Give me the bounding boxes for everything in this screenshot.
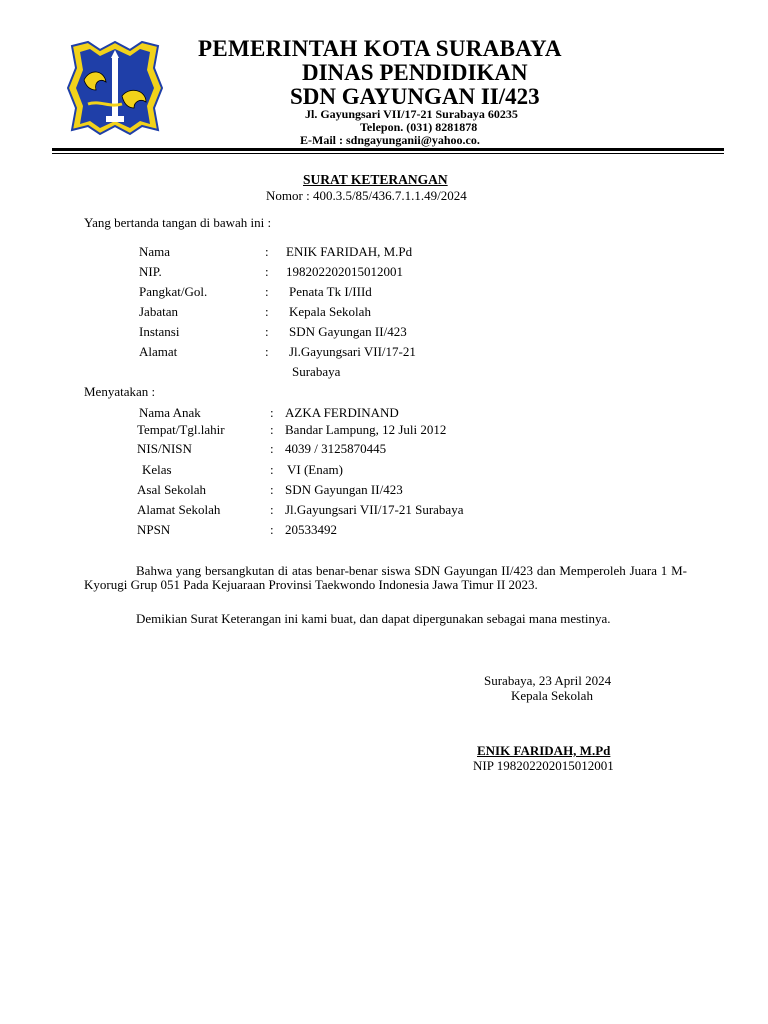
colon: : [265, 284, 269, 299]
colon: : [265, 324, 269, 339]
signatory-value: Penata Tk I/IIId [289, 284, 372, 299]
header-divider-thick [52, 148, 724, 151]
colon: : [265, 304, 269, 319]
colon: : [270, 405, 274, 420]
letter-title: SURAT KETERANGAN [303, 172, 448, 187]
signatory-value: ENIK FARIDAH, M.Pd [286, 244, 413, 259]
signer-nip: NIP 198202202015012001 [473, 758, 614, 773]
signatory-label: Alamat [139, 344, 178, 359]
header-email: E-Mail : sdngayunganii@yahoo.co. [300, 133, 480, 147]
colon: : [270, 422, 274, 437]
signatory-label: Pangkat/Gol. [139, 284, 208, 299]
student-label: Kelas [142, 462, 172, 477]
signer-name: ENIK FARIDAH, M.Pd [477, 743, 611, 758]
place-date: Surabaya, 23 April 2024 [484, 673, 612, 688]
student-value: 4039 / 3125870445 [285, 441, 387, 456]
student-label: Tempat/Tgl.lahir [137, 422, 225, 437]
student-label: Asal Sekolah [137, 482, 206, 497]
colon: : [270, 441, 274, 456]
student-value: SDN Gayungan II/423 [285, 482, 403, 497]
student-value: AZKA FERDINAND [285, 405, 399, 420]
header-phone: Telepon. (031) 8281878 [360, 120, 478, 134]
student-label: NIS/NISN [137, 441, 192, 456]
signatory-label: Nama [139, 244, 171, 259]
colon: : [270, 522, 274, 537]
colon: : [270, 482, 274, 497]
signer-position: Kepala Sekolah [511, 688, 593, 703]
closing-paragraph: Demikian Surat Keterangan ini kami buat, dan dapat dipergunakan sebagai mana mestinya. [136, 611, 611, 626]
signatory-address-continued: Surabaya [292, 364, 341, 379]
colon: : [265, 264, 269, 279]
signatory-value: Jl.Gayungsari VII/17-21 [289, 344, 416, 359]
signatory-label: NIP. [139, 264, 162, 279]
colon: : [265, 244, 269, 259]
surabaya-emblem-logo [60, 38, 170, 138]
intro-text: Yang bertanda tangan di bawah ini : [84, 215, 272, 230]
signatory-label: Jabatan [139, 304, 178, 319]
student-label: Nama Anak [139, 405, 201, 420]
header-address: Jl. Gayungsari VII/17-21 Surabaya 60235 [305, 107, 518, 121]
signatory-value: SDN Gayungan II/423 [289, 324, 407, 339]
statement-paragraph: Bahwa yang bersangkutan di atas benar-benar siswa SDN Gayungan II/423 dan Memperoleh Juara 1 M-Kyorugi Grup 051 Pada Kejuaraan Provinsi Taekwondo Indonesia Jawa Timur II 2023. [84, 563, 687, 592]
colon: : [265, 344, 269, 359]
student-value: 20533492 [285, 522, 337, 537]
signatory-label: Instansi [139, 324, 180, 339]
student-label: NPSN [137, 522, 171, 537]
header-divider-thin [52, 153, 724, 154]
student-value: Bandar Lampung, 12 Juli 2012 [285, 422, 447, 437]
header-school-name: SDN GAYUNGAN II/423 [290, 84, 540, 109]
signatory-value: Kepala Sekolah [289, 304, 371, 319]
student-value: VI (Enam) [287, 462, 343, 477]
declares-text: Menyatakan : [84, 384, 156, 399]
colon: : [270, 502, 274, 517]
signatory-value: 198202202015012001 [286, 264, 403, 279]
student-value: Jl.Gayungsari VII/17-21 Surabaya [285, 502, 464, 517]
student-label: Alamat Sekolah [137, 502, 221, 517]
colon: : [270, 462, 274, 477]
header-department: DINAS PENDIDIKAN [302, 60, 528, 85]
letter-number: Nomor : 400.3.5/85/436.7.1.1.49/2024 [266, 188, 467, 203]
header-government: PEMERINTAH KOTA SURABAYA [198, 36, 562, 61]
